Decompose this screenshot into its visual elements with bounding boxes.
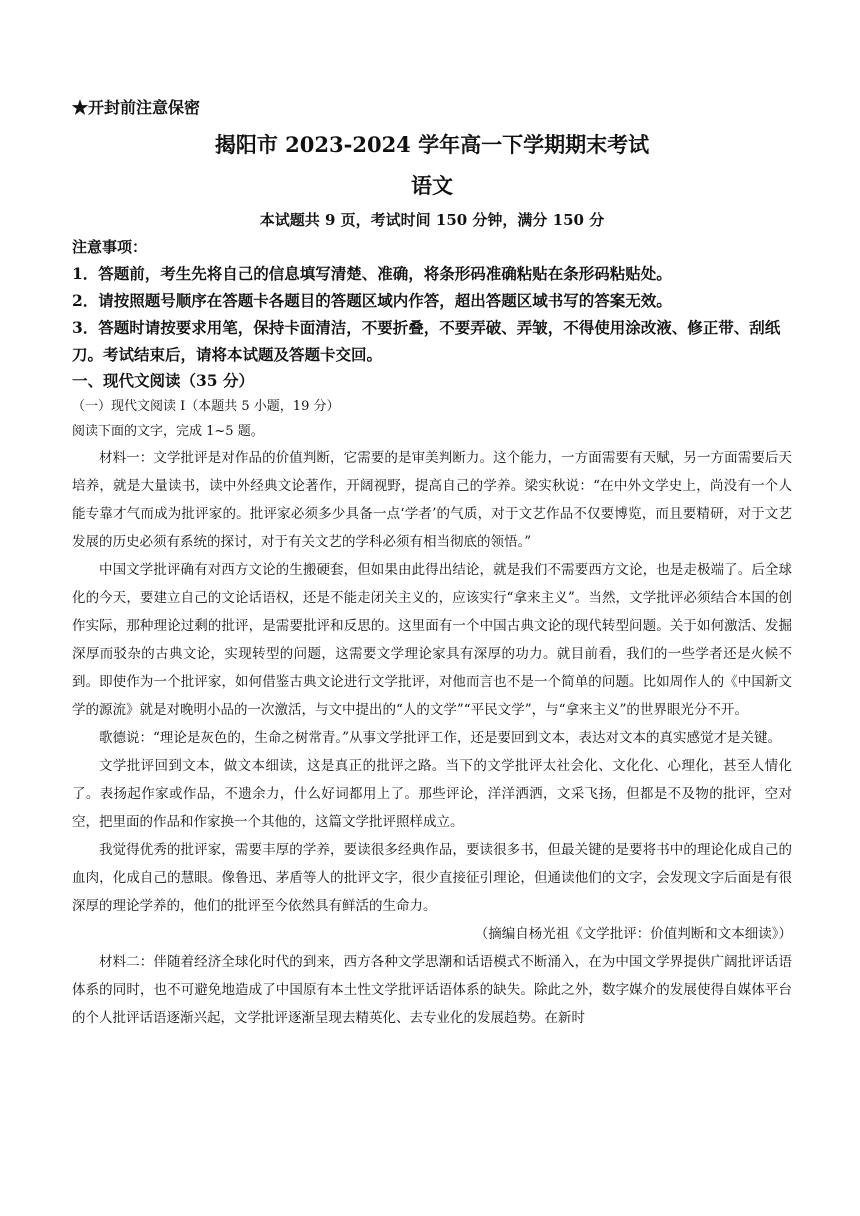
passage-paragraph: 歌德说：“理论是灰色的，生命之树常青。”从事文学批评工作，还是要回到文本，表达对文本的真实感觉才是关键。 <box>99 730 782 746</box>
subject-title: 语文 <box>411 173 453 198</box>
passage-paragraph: 材料二：伴随着经济全球化时代的到来，西方各种文学思潮和话语模式不断涌入，在为中国文学界提供广阔批评话语体系的同时，也不可避免地造成了中国原有本土性文学批评话语体系的缺失。除此之外，数字媒介的发展使得自媒体平台的个人批评话语逐渐兴起，文学批评逐渐呈现去精英化、去专业化的发展趋势。在新时 <box>72 954 792 1026</box>
note-item: 2．请按照题号顺序在答题卡各题目的答题区域内作答，超出答题区域书写的答案无效。 <box>72 291 672 310</box>
subsection-heading: （一）现代文阅读 I（本题共 5 小题，19 分） <box>72 399 340 414</box>
passage-paragraph: 文学批评回到文本，做文本细读，这是真正的批评之路。当下的文学批评太社会化、文化化、心理化，甚至人情化了。表扬起作家或作品，不遗余力，什么好词都用上了。那些评论，洋洋洒洒，文采飞扬，但都是不及物的批评，空对空，把里面的作品和作家换一个其他的，这篇文学批评照样成立。 <box>72 758 792 830</box>
exam-page <box>72 96 792 1032</box>
notes-heading: 注意事项： <box>72 238 148 256</box>
confidential-notice: ★开封前注意保密 <box>72 98 201 117</box>
reading-instruction: 阅读下面的文字，完成 1~5 题。 <box>72 424 264 439</box>
note-item: 1．答题前，考生先将自己的信息填写清楚、准确，将条形码准确粘贴在条形码粘贴处。 <box>72 264 672 283</box>
note-item: 3．答题时请按要求用笔，保持卡面清洁，不要折叠，不要弄破、弄皱，不得使用涂改液、修正带、刮纸刀。考试结束后，请将本试题及答题卡交回。 <box>72 318 781 364</box>
section-heading: 一、现代文阅读（35 分） <box>72 371 254 390</box>
passage-paragraph: 我觉得优秀的批评家，需要丰厚的学养，要读很多经典作品，要读很多书，但最关键的是要将书中的理论化成自己的血肉，化成自己的慧眼。像鲁迅、茅盾等人的批评文字，很少直接征引理论，但通读他们的文字，会发现文字后面是有很深厚的理论学养的，他们的批评至今依然具有鲜活的生命力。 <box>72 842 792 914</box>
exam-title: 揭阳市 2023-2024 学年高一下学期期末考试 <box>214 132 650 157</box>
passage-paragraph: 中国文学批评确有对西方文论的生搬硬套，但如果由此得出结论，就是我们不需要西方文论，也是走极端了。后全球化的今天，要建立自己的文论话语权，还是不能走闭关主义的，应该实行“拿来主义”。当然，文学批评必须结合本国的创作实际，那种理论过剩的批评，是需要批评和反思的。这里面有一个中国古典文论的现代转型问题。关于如何激活、发掘深厚而驳杂的古典文论，实现转型的问题，这需要文学理论家具有深厚的功力。就目前看，我们的一些学者还是火候不到。即使作为一个批评家，如何借鉴古典文论进行文学批评，对他而言也不是一个简单的问题。比如周作人的《中国新文学的源流》就是对晚明小品的一次激活，与文中提出的“人的文学”“平民文学”，与“拿来主义”的世界眼光分不开。 <box>72 562 792 718</box>
source-citation: （摘编自杨光祖《文学批评：价值判断和文本细读》） <box>474 926 792 942</box>
exam-info: 本试题共 9 页，考试时间 150 分钟，满分 150 分 <box>259 211 605 229</box>
passage-paragraph: 材料一：文学批评是对作品的价值判断，它需要的是审美判断力。这个能力，一方面需要有天赋，另一方面需要后天培养，就是大量读书，读中外经典文论著作，开阔视野，提高自己的学养。梁实秋说：“在中外文学史上，尚没有一个人能专靠才气而成为批评家的。批评家必须多少具备一点‘学者’的气质，对于文艺作品不仅要博览，而且要精研，对于文艺发展的历史必须有系统的探讨，对于有关文艺的学科必须有相当彻底的领悟。” <box>72 450 792 550</box>
